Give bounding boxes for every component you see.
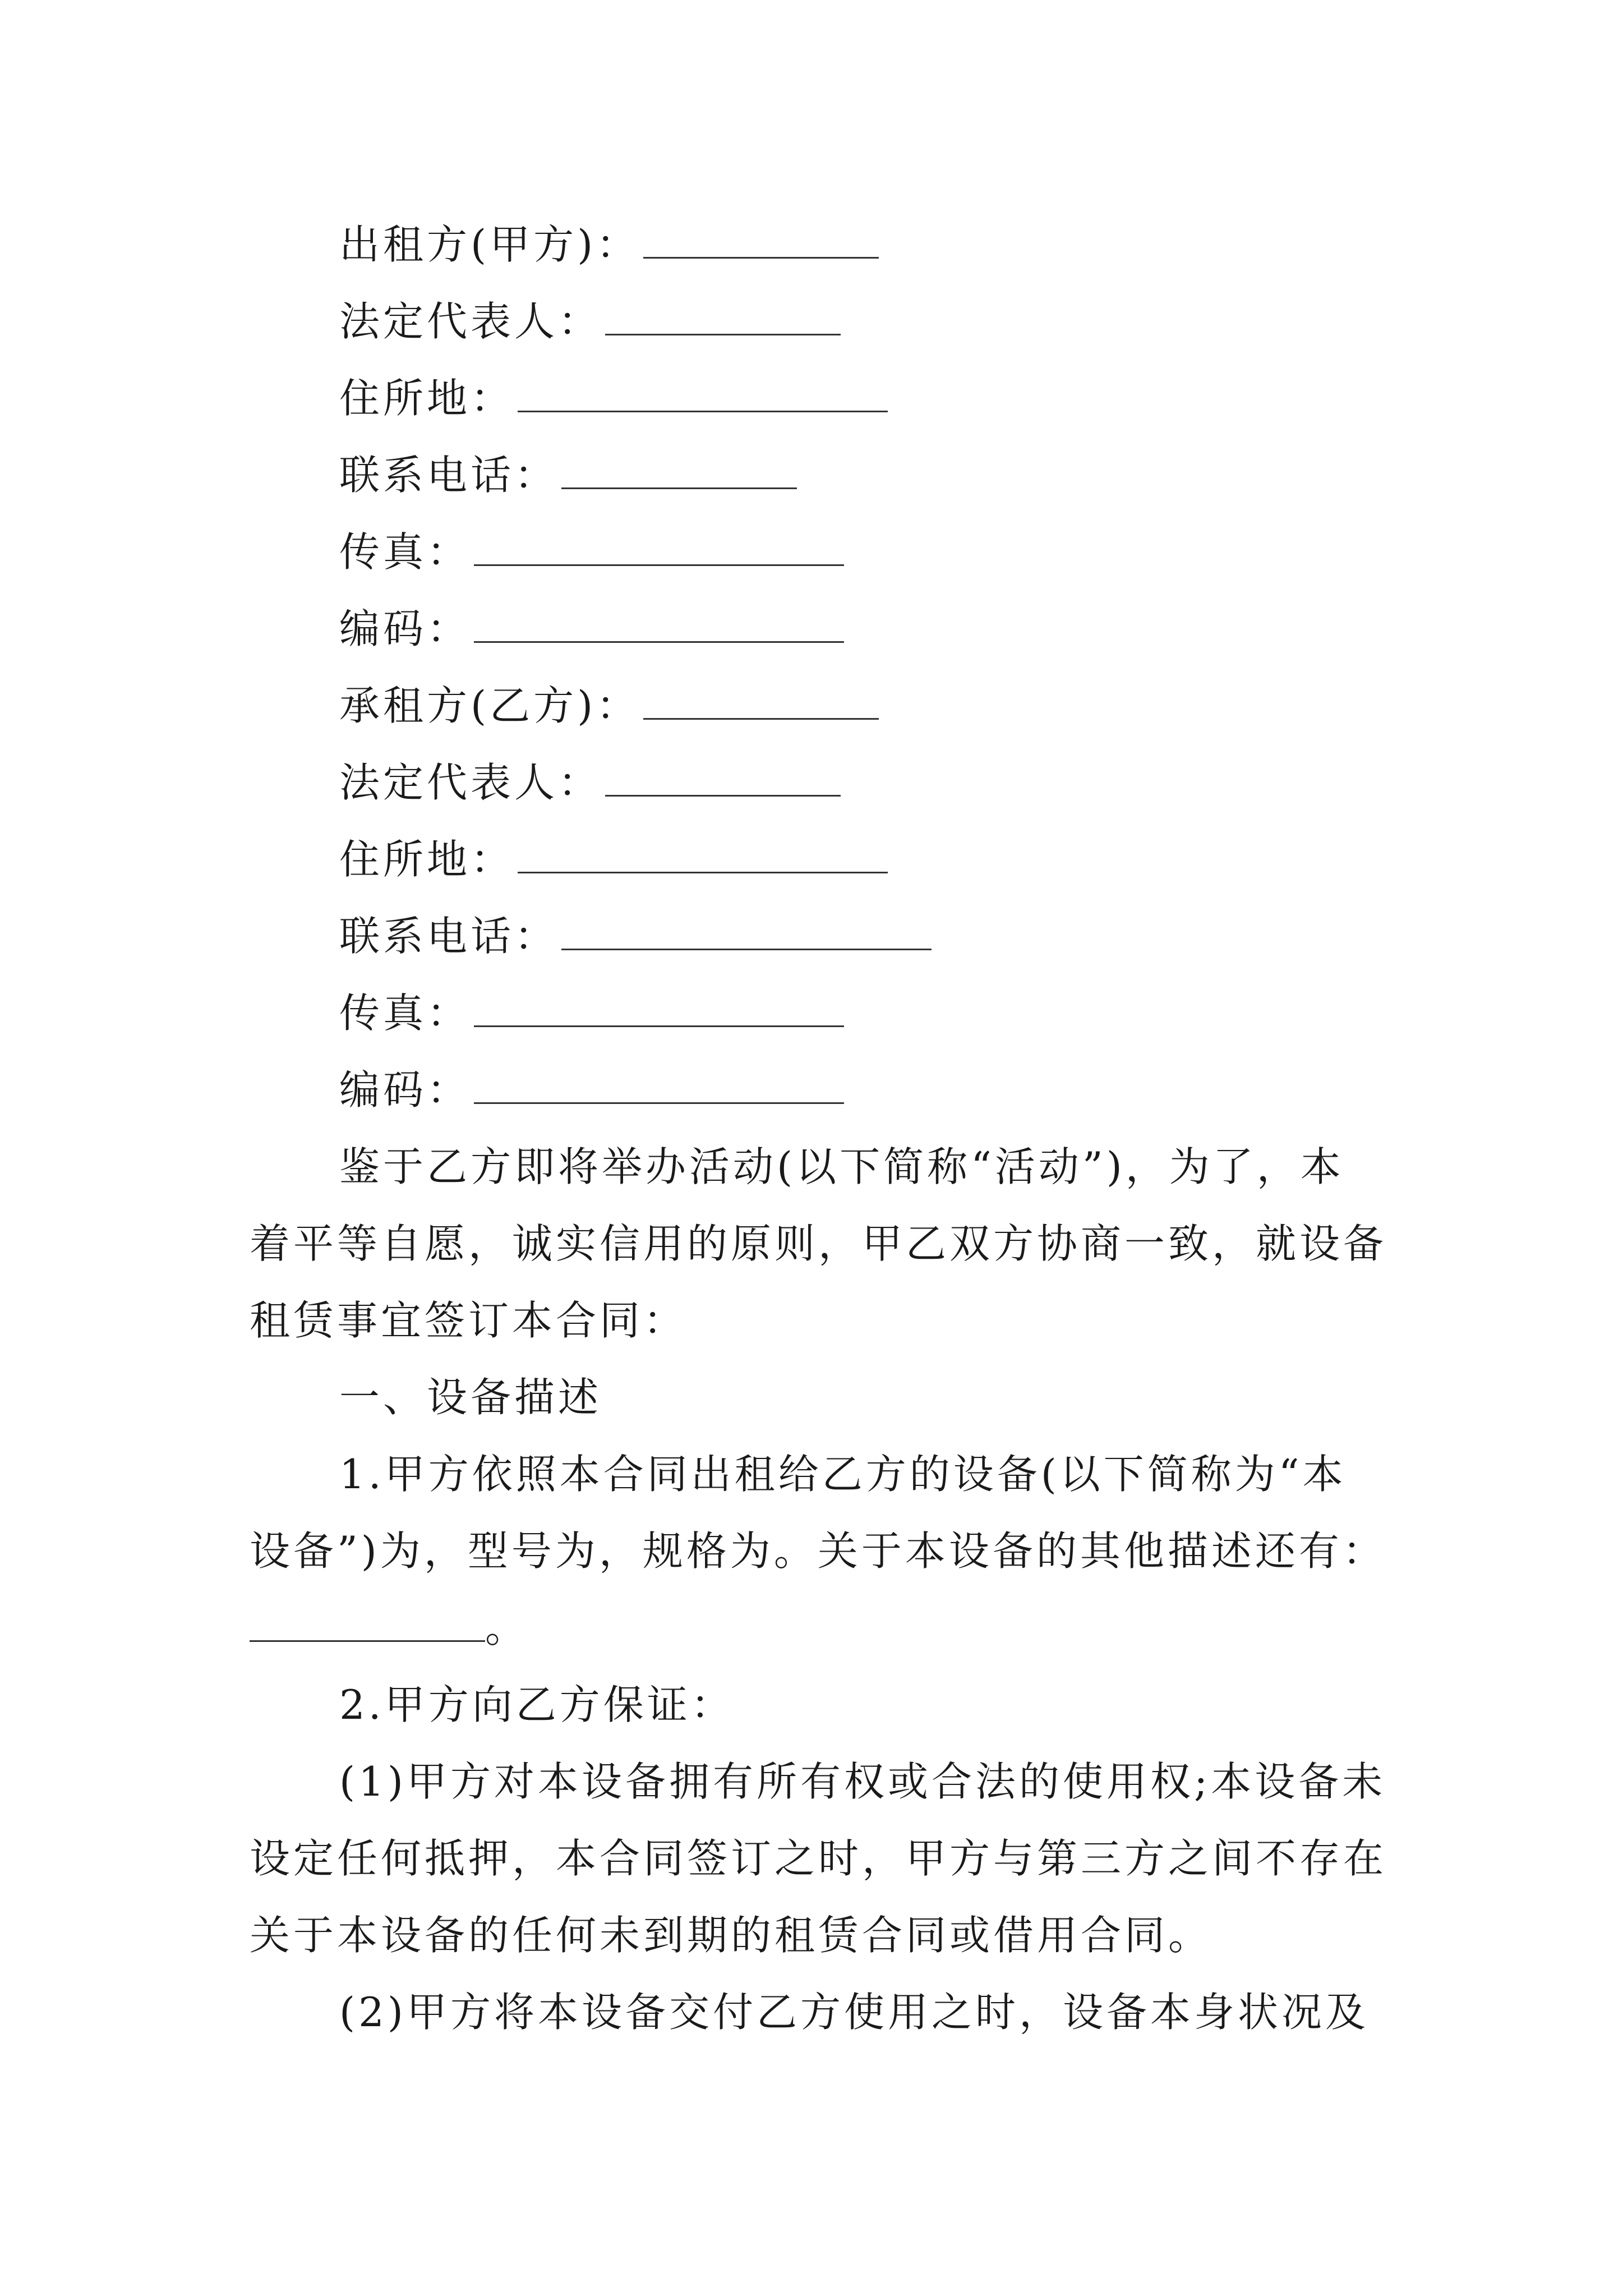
preamble-line-1: 鉴于乙方即将举办活动(以下简称“活动”)，为了，本 — [339, 1143, 1344, 1190]
address-b-blank[interactable] — [518, 839, 888, 873]
fax-a-label: 传真： — [339, 528, 471, 576]
sub-1-line-3: 关于本设备的任何未到期的租赁合同或借用合同。 — [250, 1912, 1212, 1959]
sub-1-line-2: 设定任何抵押，本合同签订之时，甲方与第三方之间不存在 — [250, 1835, 1387, 1882]
lessee-blank[interactable] — [643, 685, 879, 720]
phone-b-label: 联系电话： — [339, 913, 559, 960]
phone-a-line — [339, 452, 797, 499]
sub-2-line-1: (2)甲方将本设备交付乙方使用之时，设备本身状况及 — [339, 1989, 1369, 2036]
phone-a-blank[interactable] — [561, 455, 797, 489]
address-a-line — [339, 375, 888, 422]
item-2: 2.甲方向乙方保证： — [339, 1681, 735, 1728]
phone-a-label: 联系电话： — [339, 452, 559, 499]
lessor-label: 出租方(甲方)： — [339, 221, 640, 268]
fax-a-blank[interactable] — [474, 532, 844, 566]
preamble-line-2: 着平等自愿，诚实信用的原则，甲乙双方协商一致，就设备 — [250, 1220, 1387, 1267]
lessor-line — [339, 221, 879, 268]
postcode-a-label: 编码： — [339, 605, 471, 652]
preamble-line-3: 租赁事宜签订本合同： — [250, 1297, 688, 1344]
address-a-blank[interactable] — [518, 378, 888, 412]
postcode-b-blank[interactable] — [474, 1070, 844, 1104]
item-1-line-3 — [250, 1604, 529, 1651]
legal-rep-a-line — [339, 298, 841, 345]
address-b-line — [339, 836, 888, 883]
fax-b-line — [339, 990, 844, 1037]
postcode-a-blank[interactable] — [474, 609, 844, 643]
phone-b-line — [339, 913, 932, 960]
item-1-line-2: 设备”)为，型号为，规格为。关于本设备的其他描述还有： — [250, 1527, 1386, 1575]
address-a-label: 住所地： — [339, 375, 515, 422]
legal-rep-b-label: 法定代表人： — [339, 759, 602, 806]
item-1-line-3-end: 。 — [485, 1604, 529, 1651]
lessee-line — [339, 682, 879, 729]
fax-a-line — [339, 528, 844, 576]
lessor-blank[interactable] — [643, 224, 879, 259]
lessee-label: 承租方(乙方)： — [339, 682, 640, 729]
sub-1-line-1: (1)甲方对本设备拥有所有权或合法的使用权;本设备未 — [339, 1758, 1386, 1805]
phone-b-blank[interactable] — [561, 916, 932, 950]
postcode-b-line — [339, 1066, 844, 1114]
legal-rep-a-blank[interactable] — [605, 301, 841, 335]
fax-b-label: 传真： — [339, 990, 471, 1037]
address-b-label: 住所地： — [339, 836, 515, 883]
legal-rep-a-label: 法定代表人： — [339, 298, 602, 345]
postcode-a-line — [339, 605, 844, 652]
legal-rep-b-line — [339, 759, 841, 806]
section-1-heading: 一、设备描述 — [339, 1374, 602, 1421]
fax-b-blank[interactable] — [474, 993, 844, 1027]
other-description-blank[interactable] — [250, 1608, 485, 1642]
postcode-b-label: 编码： — [339, 1066, 471, 1114]
legal-rep-b-blank[interactable] — [605, 762, 841, 797]
item-1-line-1: 1.甲方依照本合同出租给乙方的设备(以下简称为“本 — [339, 1451, 1347, 1498]
